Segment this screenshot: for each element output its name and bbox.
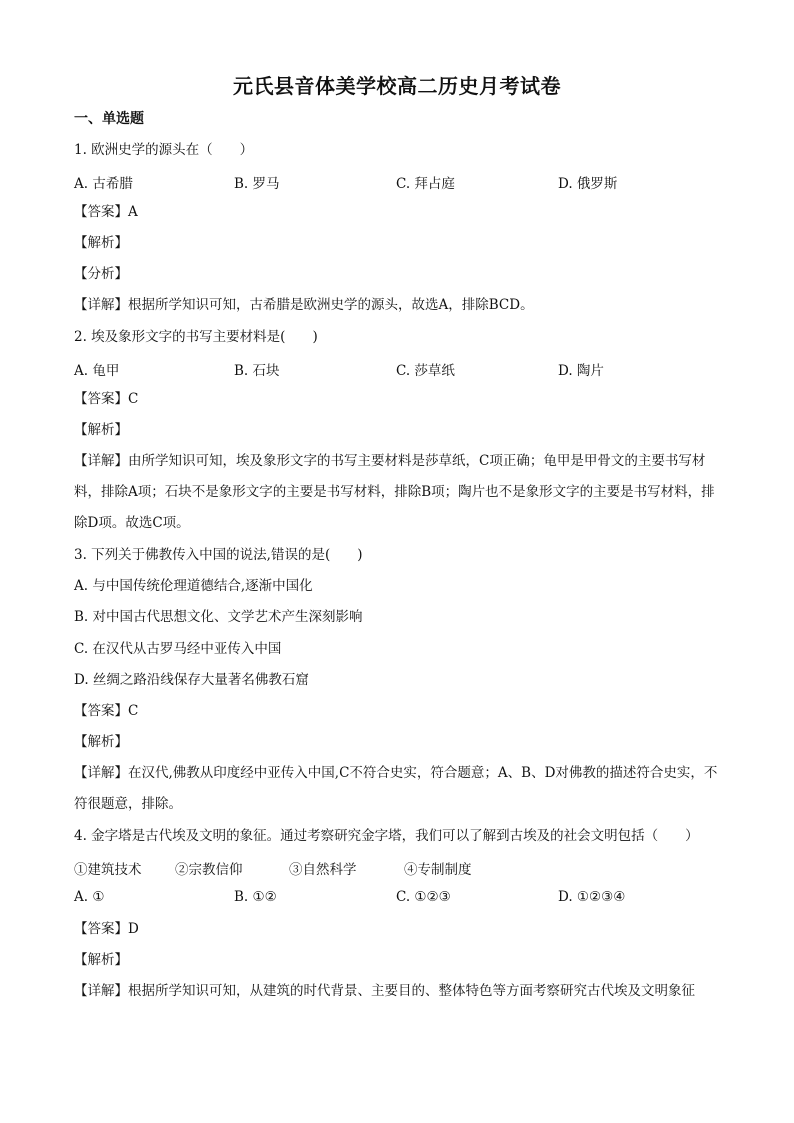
question-1-fenxi-label: 【分析】: [74, 266, 128, 282]
question-4-item-3: ③自然科学: [289, 862, 357, 878]
question-4-option-d: D. ①②③④: [558, 889, 626, 905]
question-2-option-c: C. 莎草纸: [396, 363, 455, 379]
question-2-analysis-label: 【解析】: [74, 422, 128, 438]
question-3-analysis-label: 【解析】: [74, 734, 128, 750]
question-4-option-b: B. ①②: [234, 889, 277, 905]
question-2-stem: 2. 埃及象形文字的书写主要材料是( ): [74, 329, 318, 345]
page-title: 元氏县音体美学校高二历史月考试卷: [233, 74, 561, 98]
question-4-stem: 4. 金字塔是古代埃及文明的象征。通过考察研究金字塔，我们可以了解到古埃及的社会文明包括（ ）: [74, 828, 699, 844]
question-2-answer: 【答案】C: [74, 391, 139, 407]
question-2-detail: 【详解】由所学知识可知，埃及象形文字的书写主要材料是莎草纸，C项正确；龟甲是甲骨文的主要书写材料，排除A项；石块不是象形文字的主要是书写材料，排除B项；陶片也不是象形文字的主要是书写材料，排除D项。故选C项。: [74, 453, 715, 531]
question-3-answer: 【答案】C: [74, 703, 139, 719]
question-2-option-b: B. 石块: [234, 363, 280, 379]
question-3-option-b: B. 对中国古代思想文化、文学艺术产生深刻影响: [74, 609, 363, 625]
question-1-option-c: C. 拜占庭: [396, 176, 455, 192]
question-1-detail: 【详解】根据所学知识可知，古希腊是欧洲史学的源头，故选A，排除BCD。: [74, 297, 534, 313]
question-1-answer: 【答案】A: [74, 204, 138, 220]
question-4-analysis-label: 【解析】: [74, 952, 128, 968]
question-4-item-2: ②宗教信仰: [175, 862, 243, 878]
question-1-analysis-label: 【解析】: [74, 235, 128, 251]
question-1-option-a: A. 古希腊: [74, 176, 133, 192]
question-3-option-c: C. 在汉代从古罗马经中亚传入中国: [74, 641, 282, 657]
question-3-option-a: A. 与中国传统伦理道德结合,逐渐中国化: [74, 578, 313, 594]
question-1-option-b: B. 罗马: [234, 176, 280, 192]
section-heading: 一、单选题: [74, 111, 144, 127]
question-4-detail: 【详解】根据所学知识可知，从建筑的时代背景、主要目的、整体特色等方面考察研究古代埃及文明象征: [74, 983, 695, 999]
question-4-item-4: ④专制制度: [404, 862, 472, 878]
question-4-option-a: A. ①: [74, 889, 105, 905]
question-4-option-c: C. ①②③: [396, 889, 451, 905]
question-1-stem: 1. 欧洲史学的源头在（ ）: [74, 142, 254, 158]
question-2-option-a: A. 龟甲: [74, 363, 120, 379]
question-2-option-d: D. 陶片: [558, 363, 604, 379]
question-3-stem: 3. 下列关于佛教传入中国的说法,错误的是( ): [74, 547, 363, 563]
question-4-item-1: ①建筑技术: [74, 862, 142, 878]
question-4-answer: 【答案】D: [74, 921, 139, 937]
question-1-option-d: D. 俄罗斯: [558, 176, 618, 192]
question-3-option-d: D. 丝绸之路沿线保存大量著名佛教石窟: [74, 672, 309, 688]
question-3-detail: 【详解】在汉代,佛教从印度经中亚传入中国,C不符合史实，符合题意；A、B、D对佛教的描述符合史实，不符很题意，排除。: [74, 765, 718, 812]
